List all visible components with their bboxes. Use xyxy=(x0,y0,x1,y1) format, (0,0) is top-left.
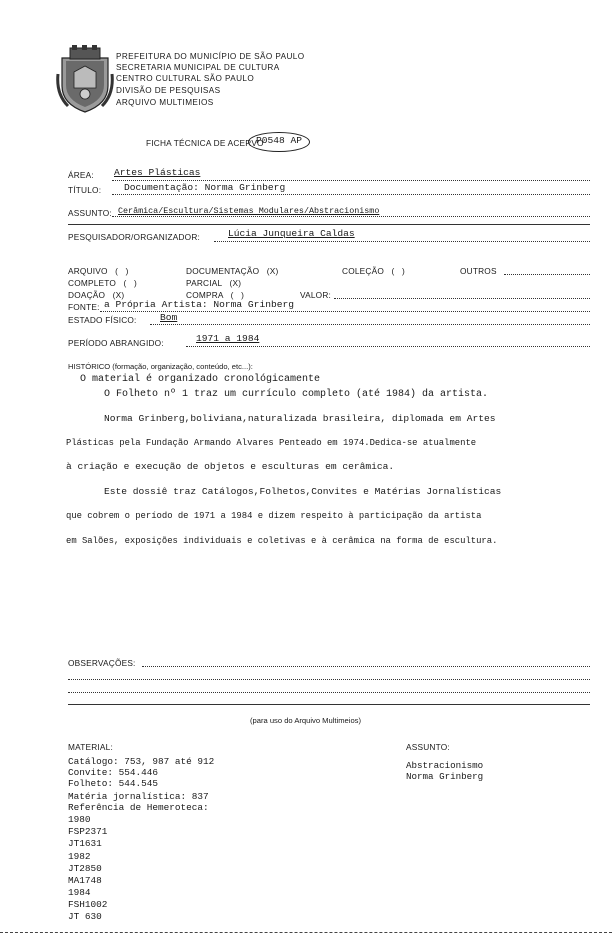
material-item: Catálogo: 753, 987 até 912 xyxy=(68,756,215,767)
area-label: ÁREA: xyxy=(68,170,94,180)
pesquisador-line xyxy=(214,241,590,242)
material-item: Folheto: 544.545 xyxy=(68,778,159,789)
colecao-option: COLEÇÃO ( ) xyxy=(342,266,405,276)
titulo-value: Documentação: Norma Grinberg xyxy=(124,182,286,193)
fonte-label: FONTE: xyxy=(68,302,100,312)
header-line-1: PREFEITURA DO MUNICÍPIO DE SÃO PAULO xyxy=(116,52,305,61)
completo-option: COMPLETO ( ) xyxy=(68,278,137,288)
material-item: FSP2371 xyxy=(68,826,108,837)
observacoes-line-3 xyxy=(68,692,590,693)
material-item: Referência de Hemeroteca: xyxy=(68,802,209,813)
fonte-value: a Própria Artista: Norma Grinberg xyxy=(104,299,294,310)
assunto-box-item: Abstracionismo xyxy=(406,760,484,771)
titulo-line xyxy=(112,194,590,195)
material-item: MA1748 xyxy=(68,875,102,886)
historico-paragraph-3: Norma Grinberg,boliviana,naturalizada brasileira, diplomada em Artes xyxy=(104,413,496,424)
coat-of-arms-seal xyxy=(56,44,114,114)
periodo-value: 1971 a 1984 xyxy=(196,333,260,344)
historico-label: HISTÓRICO (formação, organização, conteúdo, etc...): xyxy=(68,362,253,371)
material-label: MATERIAL: xyxy=(68,742,113,752)
material-item: 1982 xyxy=(68,851,91,862)
material-item: Convite: 554.446 xyxy=(68,767,159,778)
arquivo-option: ARQUIVO ( ) xyxy=(68,266,129,276)
observacoes-line-1 xyxy=(142,666,590,667)
observacoes-label: OBSERVAÇÕES: xyxy=(68,658,136,668)
assunto-value: Cerâmica/Escultura/Sistemas Modulares/Abstracionismo xyxy=(118,206,380,216)
periodo-label: PERÍODO ABRANGIDO: xyxy=(68,338,164,348)
area-line xyxy=(112,180,590,181)
compra-option: COMPRA ( ) xyxy=(186,290,245,300)
assunto-box-label: ASSUNTO: xyxy=(406,742,450,752)
estado-label: ESTADO FÍSICO: xyxy=(68,315,137,325)
material-item: JT2850 xyxy=(68,863,102,874)
estado-value: Bom xyxy=(160,312,178,323)
pesquisador-label: PESQUISADOR/ORGANIZADOR: xyxy=(68,232,201,242)
historico-paragraph-1: O material é organizado cronológicamente xyxy=(80,374,321,385)
header-line-4: DIVISÃO DE PESQUISAS xyxy=(116,86,221,95)
historico-paragraph-7: que cobrem o período de 1971 a 1984 e dizem respeito à participação da artista xyxy=(66,511,482,521)
material-item: 1984 xyxy=(68,887,91,898)
historico-paragraph-5: à criação e execução de objetos e esculturas em cerâmica. xyxy=(66,461,395,472)
valor-line xyxy=(334,298,590,299)
observacoes-rule xyxy=(68,704,590,705)
material-item: Matéria jornalística: 837 xyxy=(68,791,209,802)
assunto-rule xyxy=(68,224,590,225)
header-line-5: ARQUIVO MULTIMEIOS xyxy=(116,98,214,107)
uso-note: (para uso do Arquivo Multimeios) xyxy=(250,716,362,725)
material-item: JT1631 xyxy=(68,838,102,849)
parcial-option: PARCIAL (X) xyxy=(186,278,242,288)
outros-line xyxy=(504,274,590,275)
assunto-box-item: Norma Grinberg xyxy=(406,771,484,782)
documentacao-option: DOCUMENTAÇÃO (X) xyxy=(186,266,279,276)
header-line-3: CENTRO CULTURAL SÃO PAULO xyxy=(116,74,255,83)
header-line-2: SECRETARIA MUNICIPAL DE CULTURA xyxy=(116,63,280,72)
material-item: FSH1002 xyxy=(68,899,108,910)
historico-paragraph-8: em Salões, exposições individuais e coletivas e à cerâmica na forma de escultura. xyxy=(66,536,498,546)
observacoes-line-2 xyxy=(68,679,590,680)
pesquisador-value: Lúcia Junqueira Caldas xyxy=(228,228,355,239)
form-code: P0548 AP xyxy=(256,135,303,146)
assunto-line xyxy=(112,216,590,217)
material-item: JT 630 xyxy=(68,911,102,922)
material-item: 1980 xyxy=(68,814,91,825)
outros-label: OUTROS xyxy=(460,266,497,276)
titulo-label: TÍTULO: xyxy=(68,185,102,195)
historico-paragraph-6: Este dossiê traz Catálogos,Folhetos,Convites e Matérias Jornalísticas xyxy=(104,486,502,497)
historico-paragraph-2: O Folheto nº 1 traz um currículo completo (até 1984) da artista. xyxy=(104,389,489,400)
bottom-rule xyxy=(0,932,612,933)
periodo-line xyxy=(186,346,590,347)
assunto-label: ASSUNTO: xyxy=(68,208,112,218)
valor-label: VALOR: xyxy=(300,290,332,300)
area-value: Artes Plásticas xyxy=(114,167,201,178)
estado-line xyxy=(150,324,590,325)
doacao-option: DOAÇÃO (X) xyxy=(68,290,125,300)
form-title: FICHA TÉCNICA DE ACERVO xyxy=(146,138,264,148)
historico-paragraph-4: Plásticas pela Fundação Armando Alvares Penteado em 1974.Dedica-se atualmente xyxy=(66,438,477,448)
